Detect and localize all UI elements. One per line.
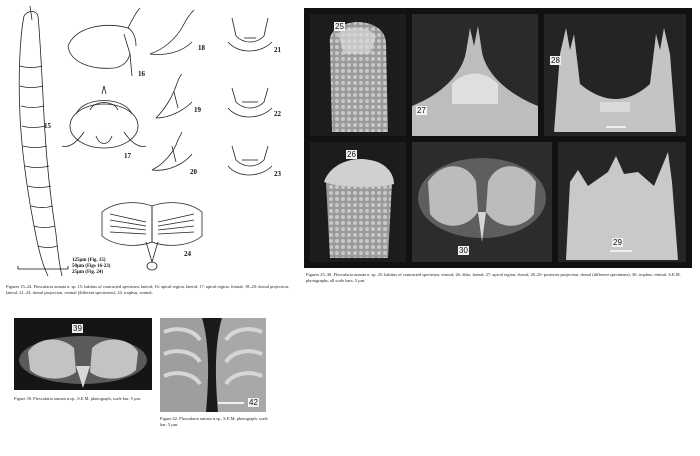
scale-line-3: 25µm (Fig. 24) [72,270,104,275]
panel-27 [412,14,538,136]
panel-25 [310,14,406,136]
panel-number-30: 30 [459,246,468,255]
fig-label-23: 23 [274,170,281,178]
panel-number-27: 27 [417,106,426,115]
panel-number-26: 26 [347,150,356,159]
panel-28-image [544,14,686,136]
left-plate-drawings [6,6,298,282]
fig39-image [14,318,152,390]
fig42-caption: Figure 42. Floscularia armata n.sp., S.E.M. photograph, scale bar: 5 µm. [160,416,268,427]
fig-label-20: 20 [190,168,197,176]
fig17-drawing [62,86,146,148]
panel-30-image [412,142,552,262]
fig42-panel [160,318,266,412]
fig15-drawing [19,6,62,276]
panel-26 [310,142,406,262]
fig39-panel [14,318,152,390]
fig16-drawing [68,8,140,76]
right-plate-caption: Figures 25–30. Floscularia armata n. sp. 25: habitus of contracted specimen, ventral; 26: ditto, lateral; 27: apical region, dorsal; 28–29: posterior projection, dorsal (different specimens); 30: trophus, ventral. S.E.M. photographs, all scale bars: 5 µm. [306,272,681,283]
fig-label-15: 15 [44,122,51,130]
panel-26-image [310,142,406,262]
left-plate-caption: Figures 15–24. Floscularia armata n. sp. 15: habitus of contracted specimen, lateral; 16: apical region, lateral; 17: apical region, frontal; 18–20: dorsal projection, lateral; 21–23: dorsal projection, ventral (different specimens); 24: trophus, ventral. [6,284,289,295]
fig-label-22: 22 [274,110,281,118]
right-plate [304,8,692,268]
left-plate [6,6,298,282]
fig18-drawing [150,10,194,55]
fig20-drawing [152,132,192,170]
fig23-drawing [228,146,272,175]
scale-line-1: 125µm (Fig. 15) [72,258,106,263]
fig19-drawing [156,74,192,118]
panel-number-28: 28 [551,56,560,65]
panel-27-image [412,14,538,136]
panel-30 [412,142,552,262]
fig-label-19: 19 [194,106,201,114]
fig42-panel-number: 42 [249,398,258,407]
fig-label-18: 18 [198,44,205,52]
fig-label-24: 24 [184,250,191,258]
fig39-caption: Figure 39. Floscularia armata n.sp., S.E.M. photograph, scale bar: 5 µm. [14,396,142,401]
panel-number-29: 29 [613,238,622,247]
panel-28 [544,14,686,136]
panel-25-image [310,14,406,136]
fig39-panel-number: 39 [73,324,82,333]
fig22-drawing [228,88,272,117]
scale-line-2: 50µm (Figs 16-23) [72,264,111,269]
scale-legend [72,258,110,276]
fig-label-21: 21 [274,46,281,54]
fig-label-16: 16 [138,70,145,78]
fig24-drawing [102,203,202,270]
fig21-drawing [228,18,272,51]
panel-29 [558,142,686,262]
panel-number-25: 25 [335,22,344,31]
fig-label-17: 17 [124,152,131,160]
